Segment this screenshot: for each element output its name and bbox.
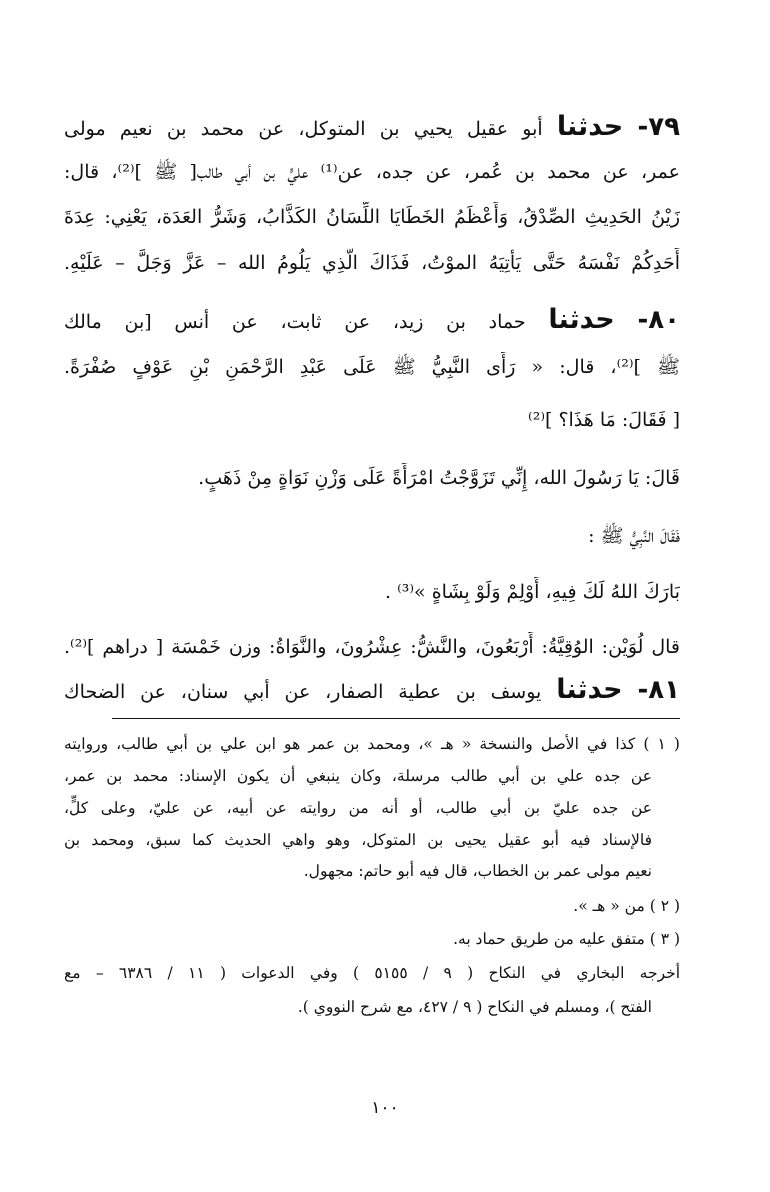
hadith-80-line-5: فَقَالَ النَّبِيُّ ﷺ : [588,525,680,547]
footnote-2: ( ٢ ) من « هـ ». [573,897,680,915]
footnote-1-line-1: ( ١ ) كذا في الأصل والنسخة « هـ »، ومحمد بن عمر هو ابن علي بن أبي طالب، وروايته [64,735,680,753]
footnote-3-line-1: ( ٣ ) متفق عليه من طريق حماد به. [453,930,680,948]
page-number: ١٠٠ [371,1098,399,1118]
hadith-80-text-1: حماد بن زيد، عن ثابت، عن أنس [بن مالك [64,311,526,333]
hadith-80-number: ٨٠- [637,305,680,335]
hadith-79-number: ٧٩- [637,112,680,142]
footnote-3-line-3: الفتح )، ومسلم في النكاح ( ٩ / ٤٢٧، مع شرح النووي ). [297,998,652,1016]
hadith-79-heading: حدثنا [556,112,624,142]
footnote-1-line-2: عن جده علي بن أبي طالب مرسلة، وكان ينبغي أن يكون الإسناد: محمد بن عمر، [64,767,652,785]
hadith-81-heading: حدثنا [556,675,623,705]
hadith-80-line-2: ﷺ ]⁽²⁾، قال: « رَأَى النَّبِيُّ ﷺ عَلَى عَبْدِ الرَّحْمَنِ بْنِ عَوْفٍ صُفْرَةً. [64,356,680,378]
hadith-80-line-4: قَالَ: يَا رَسُولَ الله، إِنِّي تَزَوَّجْتُ امْرَأَةً عَلَى وَزْنِ نَوَاةٍ مِنْ ذَهَبٍ. [198,467,680,489]
hadith-79-line-3: زَيْنُ الحَدِيثِ الصِّدْقُ، وَأَعْظَمُ الخَطَايَا اللِّسَانُ الكَذَّابُ، وَشَرُّ العَدَة، يَعْنِي: عِدَةَ [64,206,680,228]
hadith-80-line-3: [ فَقَالَ: مَا هَذَا؟ ]⁽²⁾ [528,409,680,431]
hadith-80-line-6: بَارَكَ اللهُ لَكَ فِيهِ، أَوْلِمْ وَلَوْ بِشَاةٍ »⁽³⁾ . [385,581,680,603]
hadith-81-number: ٨١- [637,675,680,705]
hadith-81-text-1: يوسف بن عطية الصفار، عن أبي سنان، عن الضحاك [64,681,542,703]
footnote-1-line-4: فالإسناد فيه أبو عقيل يحيى بن المتوكل، وهو واهي الحديث كما سبق، ومحمد بن [64,831,652,849]
hadith-79-text-1: أبو عقيل يحيي بن المتوكل، عن محمد بن نعيم مولى [64,118,543,140]
hadith-80-heading: حدثنا [548,305,615,335]
footnote-1-line-3: عن جده عليّ بن أبي طالب، أو أنه من روايته عن أبيه، عن عليّ، وعلى كلٍّ، [64,799,652,817]
hadith-80-line-7: قال لُوَيْن: الوُقِيَّةُ: أَرْبَعُونَ، والنَّشُّ: عِشْرُونَ، والنَّوَاةُ: وزن خَمْسَة [ دراهم ]⁽²⁾. [64,636,680,658]
hadith-80-line-1 [64,305,680,337]
hadith-79-line-2: عمر، عن محمد بن عُمر، عن جده، عن⁽¹⁾ عليٍّ بن أبي طالب[ ﷺ ]⁽²⁾، قال: [64,161,680,183]
hadith-79-line-4: أَحَدِكُمْ نَفْسَهُ حَتَّى يَأْتِيَهُ الموْتُ، فَذَاكَ الَّذِي يَلُومُ الله – عَزَّ وَجَلَّ – عَلَيْهِ. [64,252,680,274]
footnote-3-line-2: أخرجه البخاري في النكاح ( ٩ / ٥١٥٥ ) وفي الدعوات ( ١١ / ٦٣٨٦ – مع [64,964,680,982]
footnote-1-line-5: نعيم مولى عمر بن الخطاب، قال فيه أبو حاتم: مجهول. [303,862,652,880]
hadith-81-line-1 [64,675,680,707]
hadith-79-line-1 [64,112,680,144]
footnote-separator [112,718,680,719]
